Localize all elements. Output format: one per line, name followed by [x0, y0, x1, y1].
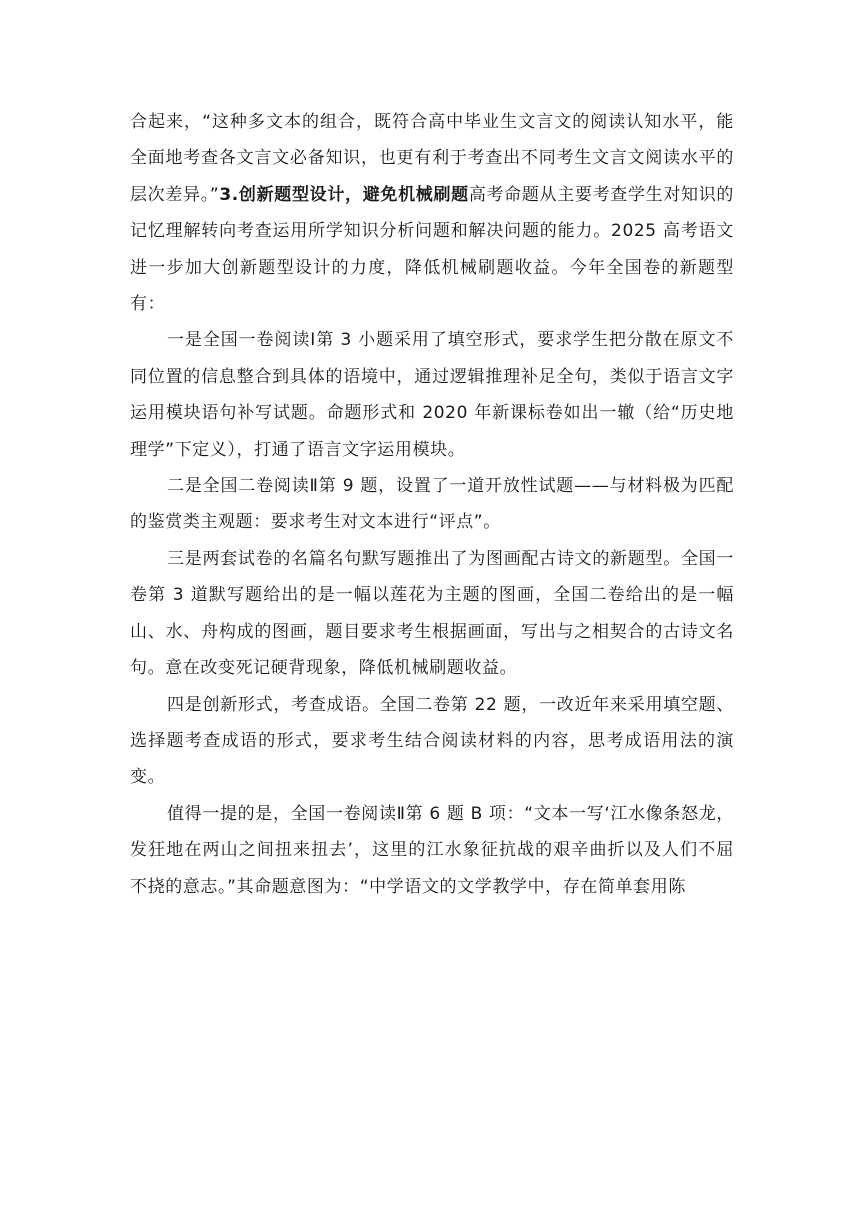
paragraph-3: 二是全国二卷阅读Ⅱ第 9 题，设置了一道开放性试题——与材料极为匹配的鉴赏类主观题：要求考生对文本进行“评点”。 — [130, 476, 734, 533]
paragraph-2: 一是全国一卷阅读Ⅰ第 3 小题采用了填空形式，要求学生把分散在原文不同位置的信息整合到具体的语境中，通过逻辑推理补足全句，类似于语言文字运用模块语句补写试题。命题形式和 2020 年新课标卷如出一辙（给“历史地理学”下定义），打通了语言文字运用模块。 — [130, 330, 734, 460]
paragraph-6: 值得一提的是，全国一卷阅读Ⅱ第 6 题 B 项：“文本一写‘江水像条怒龙，发狂地在两山之间扭来扭去’，这里的江水象征抗战的艰辛曲折以及人们不屈不挠的意志。”其命题意图为：“中学语文的文学教学中，存在简单套用陈 — [130, 803, 734, 897]
document-body — [130, 104, 734, 905]
paragraph-4: 三是两套试卷的名篇名句默写题推出了为图画配古诗文的新题型。全国一卷第 3 道默写题给出的是一幅以莲花为主题的图画，全国二卷给出的是一幅山、水、舟构成的图画，题目要求考生根据画面，写出与之相契合的古诗文名句。意在改变死记硬背现象，降低机械刷题收益。 — [130, 548, 734, 679]
paragraph-1 — [130, 104, 734, 322]
section-heading: 3.创新题型设计，避免机械刷题 — [219, 184, 469, 205]
paragraph-1-intro: 合起来，“这种多文本的组合，既符合高中毕业生文言文的阅读认知水平，能全面地考查各文言文必备知识，也更有利于考查出不同考生文言文阅读水平的层次差异。” — [130, 112, 734, 205]
paragraph-5: 四是创新形式，考查成语。全国二卷第 22 题，一改近年来采用填空题、选择题考查成语的形式，要求考生结合阅读材料的内容，思考成语用法的演变。 — [130, 694, 734, 788]
paragraph-1-body: 高考命题从主要考查学生对知识的记忆理解转向考查运用所学知识分析问题和解决问题的能力。2025 高考语文进一步加大创新题型设计的力度，降低机械刷题收益。今年全国卷的新题型有： — [130, 184, 734, 315]
